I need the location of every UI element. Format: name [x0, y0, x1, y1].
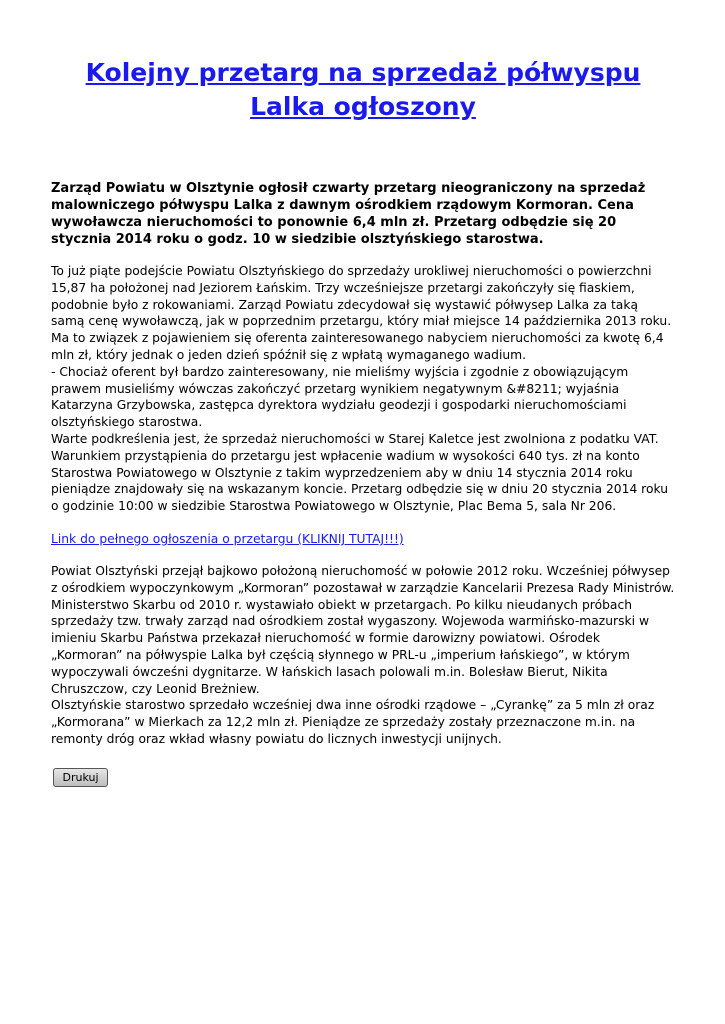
paragraph: Olsztyńskie starostwo sprzedało wcześniej dwa inne ośrodki rządowe – „Cyrankę” za 5 mln zł oraz „Kormorana” w Mierkach za 12,2 mln zł. Pieniądze ze sprzedaży zostały przeznaczone m.in. na remonty dróg oraz wkład własny powiatu do licznych inwestycji unijnych.	[51, 698, 655, 746]
paragraph: Warte podkreślenia jest, że sprzedaż nieruchomości w Starej Kaletce jest zwolniona z podatku VAT. Warunkiem przystąpienia do przetargu jest wpłacenie wadium w wysokości 640 tys. zł na konto Starostwa Powiatowego w Olsztynie z takim wyprzedzeniem aby w dniu 14 stycznia 2014 roku pieniądze znajdowały się na wskazanym koncie. Przetarg odbędzie się w dniu 20 stycznia 2014 roku o godzinie 10:00 w siedzibie Starostwa Powiatowego w Olsztynie, Plac Bema 5, sala Nr 206.	[51, 431, 669, 514]
paragraph: Powiat Olsztyński przejął bajkowo położoną nieruchomość w połowie 2012 roku. Wcześniej półwysep z ośrodkiem wypoczynkowym „Kormoran” pozostawał w zarządzie Kancelarii Prezesa Rady Ministrów. Ministerstwo Skarbu od 2010 r. wystawiało obiekt w przetargach. Po kilku nieudanych próbach sprzedaży tzw. trwały zarząd nad ośrodkiem został wygaszony. Wojewoda warmińsko-mazurski w imieniu Skarbu Państwa przekazał nieruchomość w formie darowizny powiatowi. Ośrodek „Kormoran” na półwyspie Lalka był częścią słynnego w PRL-u „imperium łańskiego”, w którym wypoczywali ówcześni dygnitarze. W łańskich lasach polowali m.in. Bolesław Bierut, Nikita Chruszczow, czy Leonid Breżniew.	[51, 563, 675, 696]
full-announcement-link[interactable]: Link do pełnego ogłoszenia o przetargu (KLIKNIJ TUTAJ!!!)	[51, 531, 404, 546]
announcement-link-paragraph	[51, 531, 675, 548]
paragraph: - Chociaż oferent był bardzo zainteresowany, nie mieliśmy wyjścia i zgodnie z obowiązującym prawem musieliśmy wówczas zakończyć przetarg wynikiem negatywnym &#8211; wyjaśnia Katarzyna Grzybowska, zastępca dyrektora wydziału geodezji i gospodarki nieruchomościami olsztyńskiego starostwa.	[51, 364, 629, 430]
article-title-link[interactable]: Kolejny przetarg na sprzedaż półwyspu Lalka ogłoszony	[85, 58, 641, 121]
article	[51, 56, 675, 748]
print-button[interactable]: Drukuj	[53, 768, 108, 787]
article-title	[51, 56, 675, 124]
paragraph: To już piąte podejście Powiatu Olsztyńskiego do sprzedaży urokliwej nieruchomości o powierzchni 15,87 ha położonej nad Jeziorem Łańskim. Trzy wcześniejsze przetargi zakończyły się fiaskiem, podobnie było z rokowaniami. Zarząd Powiatu zdecydował się wystawić półwysep Lalka za taką samą cenę wywoławczą, jak w poprzednim przetargu, który miał miejsce 14 października 2013 roku. Ma to związek z pojawieniem się oferenta zainteresowanego nabyciem nieruchomości za kwotę 6,4 mln zł, który jednak o jeden dzień spóźnił się z wpłatą wymaganego wadium.	[51, 264, 672, 362]
article-lead: Zarząd Powiatu w Olsztynie ogłosił czwarty przetarg nieograniczony na sprzedaż malowniczego półwyspu Lalka z dawnym ośrodkiem rządowym Kormoran. Cena wywoławcza nieruchomości to ponownie 6,4 mln zł. Przetarg odbędzie się 20 stycznia 2014 roku o godz. 10 w siedzibie olsztyńskiego starostwa.	[51, 181, 646, 247]
article-body-part-1	[51, 263, 675, 515]
article-body-part-2	[51, 563, 675, 748]
